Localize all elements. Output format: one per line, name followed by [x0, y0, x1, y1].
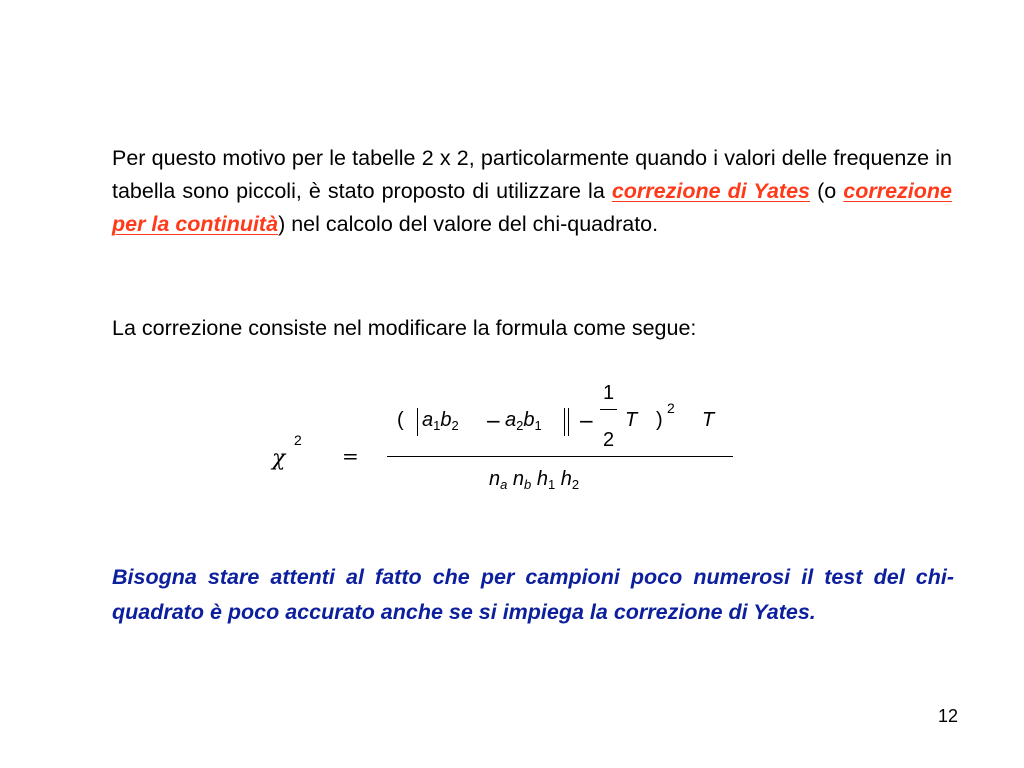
denominator: $n_a$ $n_b$ $h_1$ $h_2$ [489, 468, 580, 492]
minus-sign-2: − [578, 409, 595, 433]
term-a2b1: $a_2b_1$ [505, 409, 542, 433]
continuity-correction-term: correzione per la continuità [112, 179, 952, 236]
main-fraction-line [387, 456, 733, 457]
abs-bar-right-1 [564, 408, 565, 436]
intro-outro-text: ) nel calcolo del valore del chi-quadrato. [278, 212, 659, 236]
close-paren: ) [656, 409, 663, 431]
abs-bar-right-2 [568, 408, 569, 436]
yates-correction-term: correzione di Yates [611, 179, 810, 203]
half-denominator: 2 [603, 429, 615, 451]
intro-middle-text: (o [810, 179, 844, 203]
chi-symbol: χ [272, 446, 286, 471]
half-fraction-line [600, 409, 617, 410]
paren-exponent: 2 [667, 400, 675, 416]
open-paren: ( [397, 409, 404, 431]
t-variable-outer: T [702, 409, 715, 431]
page-number: 12 [938, 706, 959, 726]
warning-paragraph: Bisogna stare attenti al fatto che per campioni poco numerosi il test del chi-quadrato è poco accurato anche se si impiega la correzione di Yates. [112, 565, 954, 624]
term-a1b2: $a_1b_2$ [422, 409, 459, 433]
intro-text: Per questo motivo per le tabelle 2 x 2, particolarmente quando i valori delle frequenze in tabella sono piccoli, è stato proposto di utilizzare la [112, 146, 952, 203]
formula-intro-paragraph: La correzione consiste nel modificare la formula come segue: [112, 316, 697, 340]
abs-bar-left [417, 408, 418, 436]
t-variable-inner: T [625, 409, 638, 431]
half-numerator: 1 [603, 382, 615, 404]
minus-sign-1: − [485, 409, 502, 433]
chi-exponent: 2 [294, 432, 302, 448]
equals-sign: = [342, 444, 359, 468]
